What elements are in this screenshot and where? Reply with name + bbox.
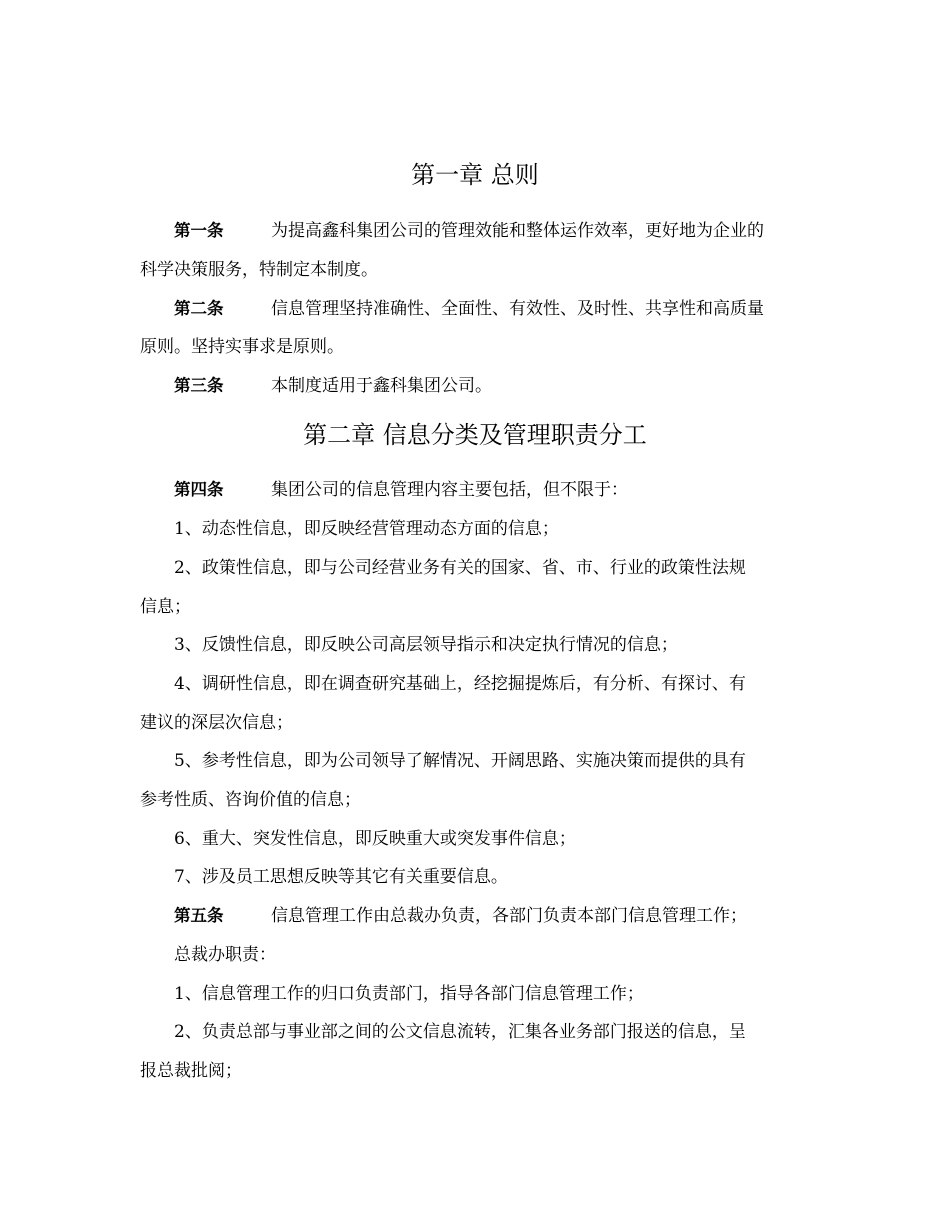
list-item: 7、涉及员工思想反映等其它有关重要信息。 — [174, 867, 508, 887]
list-item-continuation: 报总裁批阅； — [140, 1061, 242, 1081]
article-text: 信息管理工作由总裁办负责，各部门负责本部门信息管理工作； — [271, 906, 747, 926]
list-item-continuation: 信息； — [140, 597, 191, 617]
article-label-text: 第五条 — [174, 906, 224, 925]
article-text: 信息管理坚持准确性、全面性、有效性、及时性、共享性和高质量 — [271, 299, 764, 319]
list-item: 1、动态性信息，即反映经营管理动态方面的信息； — [174, 519, 559, 539]
list-item-continuation: 建议的深层次信息； — [140, 713, 293, 733]
section-heading: 总裁办职责： — [174, 945, 276, 965]
article-text: 集团公司的信息管理内容主要包括，但不限于： — [271, 480, 628, 500]
list-item: 5、参考性信息，即为公司领导了解情况、开阔思路、实施决策而提供的具有 — [174, 751, 746, 771]
list-item: 2、政策性信息，即与公司经营业务有关的国家、省、市、行业的政策性法规 — [174, 558, 746, 578]
article-label — [174, 375, 224, 397]
article-label-text: 第四条 — [174, 480, 224, 499]
article-label — [174, 220, 224, 242]
list-item: 2、负责总部与事业部之间的公文信息流转，汇集各业务部门报送的信息，呈 — [174, 1022, 746, 1042]
list-item: 1、信息管理工作的归口负责部门，指导各部门信息管理工作； — [174, 984, 644, 1004]
article-label — [174, 298, 224, 320]
article-label-text: 第二条 — [174, 299, 224, 318]
article-label — [174, 479, 224, 501]
list-item: 6、重大、突发性信息，即反映重大或突发事件信息； — [174, 829, 576, 849]
article-label-text: 第三条 — [174, 376, 224, 395]
chapter-title: 第一章 总则 — [411, 161, 539, 189]
list-item-continuation: 参考性质、咨询价值的信息； — [140, 790, 361, 810]
list-item: 4、调研性信息，即在调查研究基础上，经挖掘提炼后，有分析、有探讨、有 — [174, 674, 746, 694]
article-text: 本制度适用于鑫科集团公司。 — [271, 376, 492, 396]
article-text: 为提高鑫科集团公司的管理效能和整体运作效率，更好地为企业的 — [271, 221, 764, 241]
article-label-text: 第一条 — [174, 221, 224, 240]
article-label — [174, 905, 224, 927]
list-item: 3、反馈性信息，即反映公司高层领导指示和决定执行情况的信息； — [174, 635, 678, 655]
chapter-title: 第二章 信息分类及管理职责分工 — [303, 421, 647, 449]
article-text-continuation: 原则。坚持实事求是原则。 — [140, 337, 344, 357]
article-text-continuation: 科学决策服务，特制定本制度。 — [140, 260, 378, 280]
